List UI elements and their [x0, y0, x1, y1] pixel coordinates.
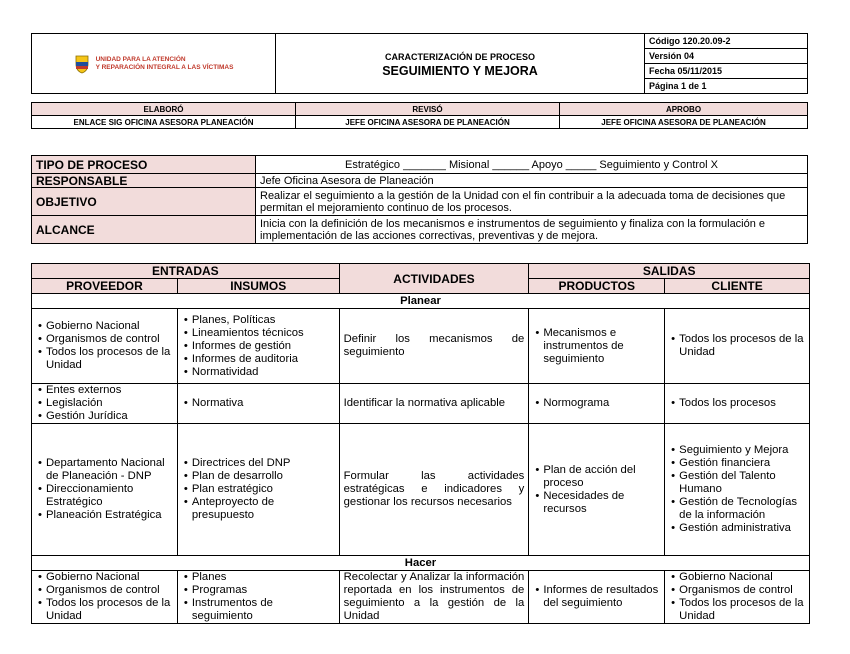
list-item: • Seguimiento y Mejora — [679, 444, 805, 457]
document-title — [276, 34, 645, 94]
list-item: • Gobierno Nacional — [46, 320, 173, 333]
list-item: • Gobierno Nacional — [679, 571, 805, 584]
productos-cell — [529, 424, 665, 556]
insumos-cell — [177, 309, 339, 384]
productos-header: PRODUCTOS — [529, 279, 665, 294]
list-item: • Lineamientos técnicos — [192, 327, 335, 340]
process-characterization-table — [31, 263, 810, 624]
list-item: • Informes de auditoria — [192, 353, 335, 366]
cliente-list — [669, 397, 805, 410]
list-item: • Todos los procesos — [679, 397, 805, 410]
tipo-value: Estratégico _______ Misional ______ Apoyo _____ Seguimiento y Control X — [256, 156, 808, 174]
actividad-text: Recolectar y Analizar la información reportada en los instrumentos de seguimiento a la gestión de la Unidad — [343, 571, 525, 622]
list-item: • Organismos de control — [46, 584, 173, 597]
list-item: • Gestión administrativa — [679, 522, 805, 535]
productos-list — [533, 327, 660, 366]
table-row — [32, 309, 810, 384]
aprobo-value: JEFE OFICINA ASESORA DE PLANEACIÓN — [560, 116, 808, 129]
proveedor-cell — [32, 424, 178, 556]
logo-line-2: Y REPARACIÓN INTEGRAL A LAS VÍCTIMAS — [95, 63, 234, 71]
aprobo-label: APROBO — [560, 103, 808, 116]
unidad-logo — [36, 54, 271, 74]
insumos-cell — [177, 384, 339, 424]
list-item: • Organismos de control — [46, 333, 173, 346]
list-item: • Directrices del DNP — [192, 457, 335, 470]
insumos-list — [182, 397, 335, 410]
fecha: Fecha 05/11/2015 — [645, 64, 808, 79]
proveedor-list — [36, 320, 173, 372]
cliente-list — [669, 444, 805, 535]
list-item: • Programas — [192, 584, 335, 597]
salidas-header: SALIDAS — [529, 264, 810, 279]
list-item: • Departamento Nacional de Planeación - DNP — [46, 457, 173, 483]
list-item: • Necesidades de recursos — [543, 490, 660, 516]
list-item: • Entes externos — [46, 384, 173, 397]
version: Versión 04 — [645, 49, 808, 64]
tipo-label: TIPO DE PROCESO — [32, 156, 256, 174]
proveedor-cell — [32, 384, 178, 424]
logo-cell — [32, 34, 276, 94]
actividad-text: Definir los mecanismos de seguimiento — [343, 333, 525, 358]
document-header — [31, 33, 808, 94]
list-item: • Organismos de control — [679, 584, 805, 597]
cliente-cell — [665, 424, 810, 556]
actividad-cell — [339, 309, 529, 384]
productos-list — [533, 584, 660, 610]
list-item: • Gestión Jurídica — [46, 410, 173, 423]
table-row — [32, 571, 810, 624]
productos-cell — [529, 384, 665, 424]
cliente-cell — [665, 571, 810, 624]
proveedor-list — [36, 457, 173, 522]
entradas-header: ENTRADAS — [32, 264, 340, 279]
table-row — [32, 424, 810, 556]
actividad-text: Formular las actividades estratégicas e indicadores y gestionar los recursos necesarios — [343, 470, 525, 508]
elaboro-label: ELABORÓ — [32, 103, 296, 116]
cliente-header: CLIENTE — [665, 279, 810, 294]
alcance-label: ALCANCE — [32, 216, 256, 244]
productos-cell — [529, 309, 665, 384]
list-item: • Planes, Políticas — [192, 314, 335, 327]
list-item: • Normativa — [192, 397, 335, 410]
productos-list — [533, 397, 660, 410]
actividades-header: ACTIVIDADES — [339, 264, 529, 294]
actividad-cell — [339, 571, 529, 624]
list-item: • Gestión de Tecnologías de la información — [679, 496, 805, 522]
coat-of-arms-icon — [74, 54, 90, 74]
productos-list — [533, 464, 660, 516]
list-item: • Todos los procesos de la Unidad — [46, 346, 173, 372]
proveedor-cell — [32, 309, 178, 384]
list-item: • Plan estratégico — [192, 483, 335, 496]
cliente-cell — [665, 384, 810, 424]
list-item: • Gestión del Talento Humano — [679, 470, 805, 496]
phase-hacer: Hacer — [32, 556, 810, 571]
phase-planear: Planear — [32, 294, 810, 309]
list-item: • Plan de desarrollo — [192, 470, 335, 483]
insumos-cell — [177, 571, 339, 624]
actividad-text: Identificar la normativa aplicable — [343, 397, 506, 409]
list-item: • Todos los procesos de la Unidad — [679, 333, 805, 359]
list-item: • Planeación Estratégica — [46, 509, 173, 522]
proveedor-header: PROVEEDOR — [32, 279, 178, 294]
list-item: • Instrumentos de seguimiento — [192, 597, 335, 623]
list-item: • Legislación — [46, 397, 173, 410]
list-item: • Informes de resultados del seguimiento — [543, 584, 660, 610]
reviso-label: REVISÓ — [296, 103, 560, 116]
list-item: • Todos los procesos de la Unidad — [46, 597, 173, 623]
objetivo-label: OBJETIVO — [32, 188, 256, 216]
insumos-list — [182, 314, 335, 379]
insumos-cell — [177, 424, 339, 556]
reviso-value: JEFE OFICINA ASESORA DE PLANEACIÓN — [296, 116, 560, 129]
title-line-2: SEGUIMIENTO Y MEJORA — [382, 63, 538, 78]
proveedor-list — [36, 571, 173, 623]
table-row — [32, 384, 810, 424]
signature-table — [31, 102, 808, 129]
cliente-cell — [665, 309, 810, 384]
cliente-list — [669, 333, 805, 359]
alcance-value: Inicia con la definición de los mecanismos e instrumentos de seguimiento y finaliza con la formulación e implementación de las acciones correctivas, preventivas y de mejora. — [256, 216, 808, 244]
list-item: • Anteproyecto de presupuesto — [192, 496, 335, 522]
list-item: • Normograma — [543, 397, 660, 410]
actividad-cell — [339, 424, 529, 556]
logo-line-1: UNIDAD PARA LA ATENCIÓN — [95, 55, 186, 63]
title-line-1: CARACTERIZACIÓN DE PROCESO — [384, 51, 535, 62]
responsable-value: Jefe Oficina Asesora de Planeación — [256, 174, 808, 188]
insumos-list — [182, 457, 335, 522]
productos-cell — [529, 571, 665, 624]
list-item: • Planes — [192, 571, 335, 584]
cliente-list — [669, 571, 805, 623]
list-item: • Plan de acción del proceso — [543, 464, 660, 490]
list-item: • Todos los procesos de la Unidad — [679, 597, 805, 623]
process-info-table — [31, 155, 808, 244]
proveedor-list — [36, 384, 173, 423]
list-item: • Gobierno Nacional — [46, 571, 173, 584]
list-item: • Mecanismos e instrumentos de seguimiento — [543, 327, 660, 366]
insumos-header: INSUMOS — [177, 279, 339, 294]
list-item: • Normatividad — [192, 366, 335, 379]
elaboro-value: ENLACE SIG OFICINA ASESORA PLANEACIÓN — [32, 116, 296, 129]
list-item: • Informes de gestión — [192, 340, 335, 353]
codigo: Código 120.20.09-2 — [645, 34, 808, 49]
proveedor-cell — [32, 571, 178, 624]
responsable-label: RESPONSABLE — [32, 174, 256, 188]
insumos-list — [182, 571, 335, 623]
actividad-cell — [339, 384, 529, 424]
list-item: • Direccionamiento Estratégico — [46, 483, 173, 509]
list-item: • Gestión financiera — [679, 457, 805, 470]
objetivo-value: Realizar el seguimiento a la gestión de la Unidad con el fin contribuir a la adecuada toma de decisiones que permitan el mejoramiento continuo de los procesos. — [256, 188, 808, 216]
pagina: Página 1 de 1 — [645, 79, 808, 94]
